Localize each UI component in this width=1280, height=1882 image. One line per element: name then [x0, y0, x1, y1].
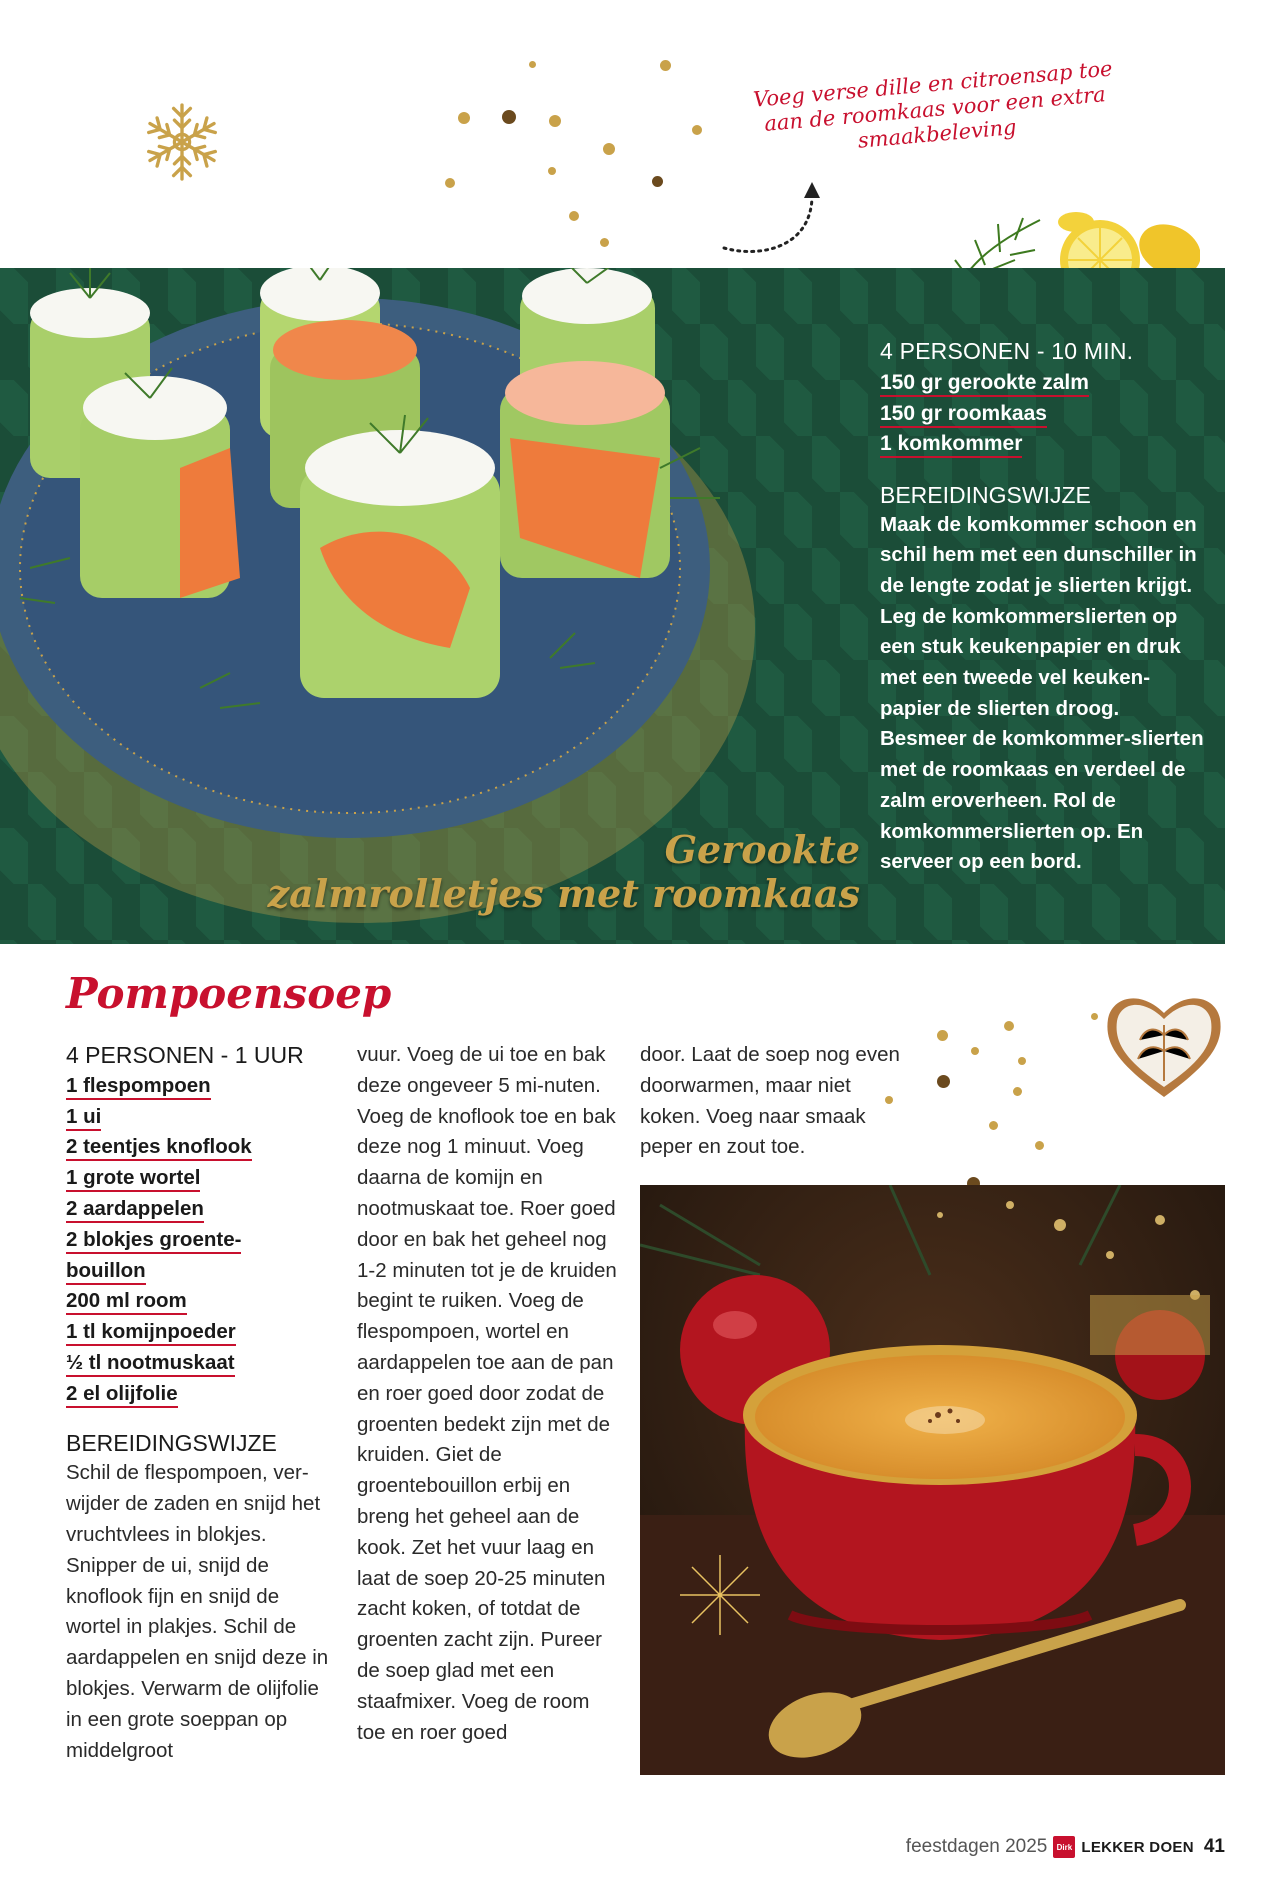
ingredient-item: 200 ml room: [66, 1286, 336, 1317]
magazine-name: LEKKER DOEN: [1081, 1838, 1194, 1856]
ingredient-item: 2 blokjes groente-: [66, 1225, 336, 1256]
salmon-method-heading: BEREIDINGSWIJZE: [880, 481, 1091, 508]
salmon-rolls-section: [0, 268, 1225, 944]
ingredient-item: 150 gr gerookte zalm: [880, 368, 1210, 399]
ingredient-item: 1 ui: [66, 1102, 336, 1133]
ingredient-item: 1 tl komijnpoeder: [66, 1317, 336, 1348]
ingredient-item: 150 gr roomkaas: [880, 399, 1210, 430]
soup-method-text-part3: door. Laat de soep nog even doorwarmen, maar niet koken. Voeg naar smaak peper en zout toe.: [640, 1043, 900, 1159]
snowflake-icon: [140, 100, 224, 184]
ingredient-item: 1 grote wortel: [66, 1163, 336, 1194]
page-number: 41: [1203, 1836, 1225, 1857]
ingredient-item: 2 aardappelen: [66, 1194, 336, 1225]
ingredient-item: 2 teentjes knoflook: [66, 1132, 336, 1163]
ingredient-item: ½ tl nootmuskaat: [66, 1348, 336, 1379]
page-footer: [880, 1832, 1225, 1862]
dirk-logo: Dirk: [1053, 1836, 1075, 1858]
soup-column-2: [357, 1040, 617, 1748]
salmon-title-line2: zalmrolletjes met roomkaas: [267, 871, 860, 916]
ingredient-item: bouillon: [66, 1256, 336, 1287]
salmon-ingredients: [880, 368, 1210, 460]
curved-arrow-icon: [720, 178, 830, 258]
soup-method-text-part1: Schil de flespompoen, ver-wijder de zaden en snijd het vruchtvlees in blokjes. Snipper de ui, snijd de knoflook fijn en snijd de wortel in plakjes. Schil de aardappelen en snijd deze in blokjes. Verwarm de olijfolie in een grote soeppan op middelgroot: [66, 1461, 329, 1762]
soup-recipe-title: Pompoensoep: [66, 969, 392, 1018]
salmon-recipe-title: [200, 828, 860, 916]
salmon-title-line1: Gerookte: [664, 827, 860, 872]
soup-column-3: [640, 1040, 910, 1163]
soup-ingredients: [66, 1071, 336, 1410]
ingredient-item: 2 el olijfolie: [66, 1379, 336, 1410]
salmon-method-text: Maak de komkommer schoon en schil hem met een dunschiller in de lengte zodat je slierten krijgt. Leg de komkommerslierten op een stuk keukenpapier en druk met een tweede vel keuken-papier de slierten droog. Besmeer de komkommer-slierten met de roomkaas en verdeel de zalm eroverheen. Rol de komkommerslierten op. En serveer op een bord.: [880, 512, 1204, 874]
soup-servings-time: 4 PERSONEN - 1 UUR: [66, 1042, 304, 1068]
ingredient-item: 1 flespompoen: [66, 1071, 336, 1102]
soup-column-1: [66, 1040, 336, 1766]
soup-method-text-part2: vuur. Voeg de ui toe en bak deze ongeveer 5 mi-nuten. Voeg de knoflook toe en bak deze nog 1 minuut. Voeg daarna de komijn en nootmuskaat toe. Roer goed door en bak het geheel nog 1-2 minuten tot je de kruiden begint te ruiken. Voeg de flespompoen, wortel en aardappelen toe aan de pan en roer goed door zodat de groenten bedekt zijn met de kruiden. Giet de groentebouillon erbij en breng het geheel aan de kook. Zet het vuur laag en laat de soep 20-25 minuten zacht koken, of totdat de groenten zacht zijn. Pureer de soep glad met een staafmixer. Voeg de room toe en roer goed: [357, 1043, 617, 1744]
ingredient-item: 1 komkommer: [880, 429, 1210, 460]
pumpkin-soup-photo: [640, 1185, 1225, 1775]
salmon-servings-time: 4 PERSONEN - 10 MIN.: [880, 338, 1134, 364]
serving-tip: Voeg verse dille en citroensap toe aan de roomkaas voor een extra smaakbeleving: [752, 56, 1114, 153]
salmon-recipe-text: [880, 336, 1210, 878]
issue-label: feestdagen 2025: [905, 1836, 1048, 1857]
soup-method-heading: BEREIDINGSWIJZE: [66, 1429, 277, 1456]
gingerbread-heart-icon: [1100, 985, 1228, 1105]
